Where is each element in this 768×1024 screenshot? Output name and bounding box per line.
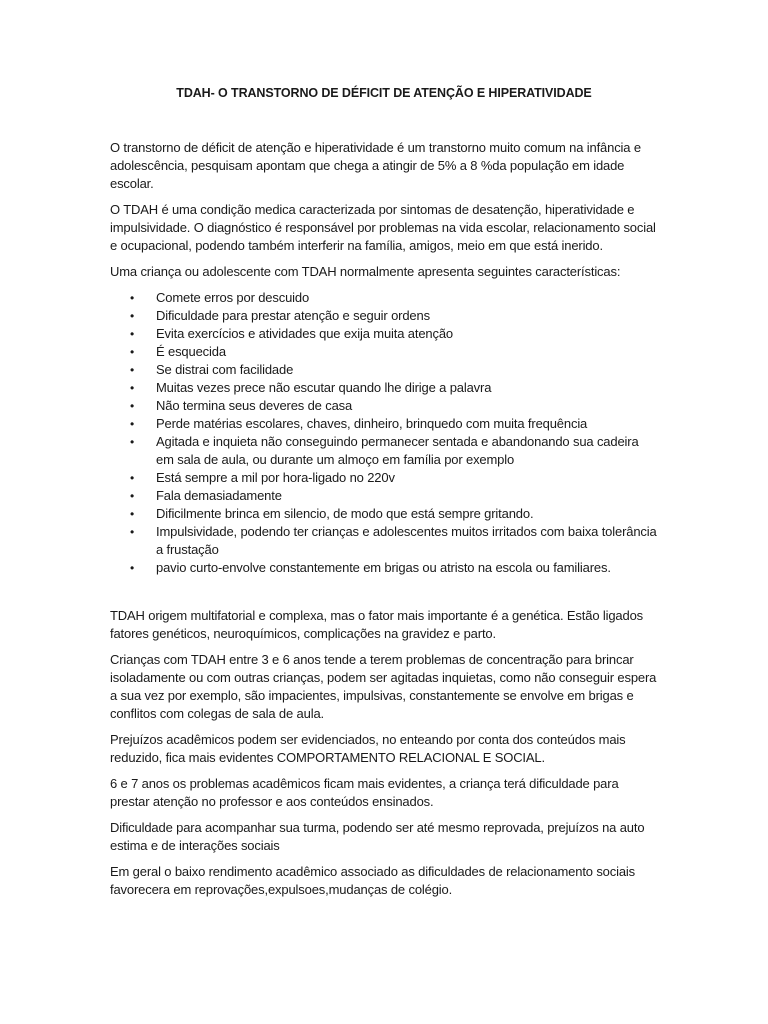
list-item	[110, 343, 658, 361]
list-item	[110, 505, 658, 523]
bullet-icon: •	[130, 417, 135, 431]
intro-paragraph: O transtorno de déficit de atenção e hiperatividade é um transtorno muito comum na infância e adolescência, pesquisam apontam que chega a atingir de 5% a 8 %da população em idade escolar.	[110, 140, 641, 191]
list-item-text: Se distrai com facilidade	[156, 362, 294, 377]
list-item	[110, 433, 658, 469]
bullet-icon: •	[130, 345, 135, 359]
list-item-text: Fala demasiadamente	[156, 488, 282, 503]
list-item-text: Não termina seus deveres de casa	[156, 398, 353, 413]
list-item-text: Impulsividade, podendo ter crianças e adolescentes muitos irritados com baixa tolerância a frustação	[156, 524, 657, 557]
document-title: TDAH- O TRANSTORNO DE DÉFICIT DE ATENÇÃO E HIPERATIVIDADE	[176, 86, 592, 100]
body-paragraph: Dificuldade para acompanhar sua turma, podendo ser até mesmo reprovada, prejuízos na auto estima e de interações sociais	[110, 820, 645, 853]
body-paragraph: Prejuízos acadêmicos podem ser evidenciados, no enteando por conta dos conteúdos mais reduzido, fica mais evidentes COMPORTAMENTO RELACIONAL E SOCIAL.	[110, 732, 626, 765]
bullet-icon: •	[130, 471, 135, 485]
list-item-text: Muitas vezes prece não escutar quando lhe dirige a palavra	[156, 380, 492, 395]
body-paragraph: TDAH origem multifatorial e complexa, mas o fator mais importante é a genética. Estão ligados fatores genéticos, neuroquímicos, complicações na gravidez e parto.	[110, 608, 644, 641]
list-item-text: É esquecida	[156, 344, 226, 359]
list-item-text: Perde matérias escolares, chaves, dinheiro, brinquedo com muita frequência	[156, 416, 588, 431]
list-item-text: Está sempre a mil por hora-ligado no 220v	[156, 470, 395, 485]
list-item	[110, 361, 658, 379]
list-item-text: Dificilmente brinca em silencio, de modo que está sempre gritando.	[156, 506, 534, 521]
list-item-text: Comete erros por descuido	[156, 290, 310, 305]
list-item	[110, 559, 658, 577]
list-item-text: Dificuldade para prestar atenção e seguir ordens	[156, 308, 430, 323]
list-item	[110, 523, 658, 559]
list-item-text: Evita exercícios e atividades que exija muita atenção	[156, 326, 453, 341]
intro-paragraph: Uma criança ou adolescente com TDAH normalmente apresenta seguintes características:	[110, 264, 621, 279]
list-item-text: Agitada e inquieta não conseguindo permanecer sentada e abandonando sua cadeira em sala de aula, ou durante um almoço em família por exemplo	[156, 434, 639, 467]
section-spacer	[110, 577, 658, 607]
list-item	[110, 397, 658, 415]
document-page	[110, 84, 658, 907]
body-paragraph: Crianças com TDAH entre 3 e 6 anos tende a terem problemas de concentração para brincar isoladamente ou com outras crianças, podem ser agitadas inquietas, como não conseguir espera a sua vez por exemplo, são impacientes, impulsivas, constantemente se envolve em brigas e conflitos com colegas de sala de aula.	[110, 652, 657, 721]
bullet-icon: •	[130, 525, 135, 539]
bullet-icon: •	[130, 399, 135, 413]
characteristics-list	[110, 289, 658, 577]
bullet-icon: •	[130, 291, 135, 305]
list-item	[110, 469, 658, 487]
bullet-icon: •	[130, 507, 135, 521]
bullet-icon: •	[130, 561, 135, 575]
body-paragraph: 6 e 7 anos os problemas acadêmicos ficam mais evidentes, a criança terá dificuldade para prestar atenção no professor e aos conteúdos ensinados.	[110, 776, 619, 809]
list-item	[110, 487, 658, 505]
list-item	[110, 325, 658, 343]
list-item	[110, 379, 658, 397]
bullet-icon: •	[130, 381, 135, 395]
list-item	[110, 289, 658, 307]
list-item-text: pavio curto-envolve constantemente em brigas ou atristo na escola ou familiares.	[156, 560, 611, 575]
bullet-icon: •	[130, 435, 135, 449]
bullet-icon: •	[130, 363, 135, 377]
list-item	[110, 415, 658, 433]
body-paragraph: Em geral o baixo rendimento acadêmico associado as dificuldades de relacionamento sociais favorecera em reprovações,expulsoes,mudanças de colégio.	[110, 864, 636, 897]
list-item	[110, 307, 658, 325]
bullet-icon: •	[130, 309, 135, 323]
bullet-icon: •	[130, 327, 135, 341]
intro-paragraph: O TDAH é uma condição medica caracterizada por sintomas de desatenção, hiperatividade e impulsividade. O diagnóstico é responsável por problemas na vida escolar, relacionamento social e ocupacional, podendo também interferir na família, amigos, meio em que está inerido.	[110, 202, 656, 253]
bullet-icon: •	[130, 489, 135, 503]
